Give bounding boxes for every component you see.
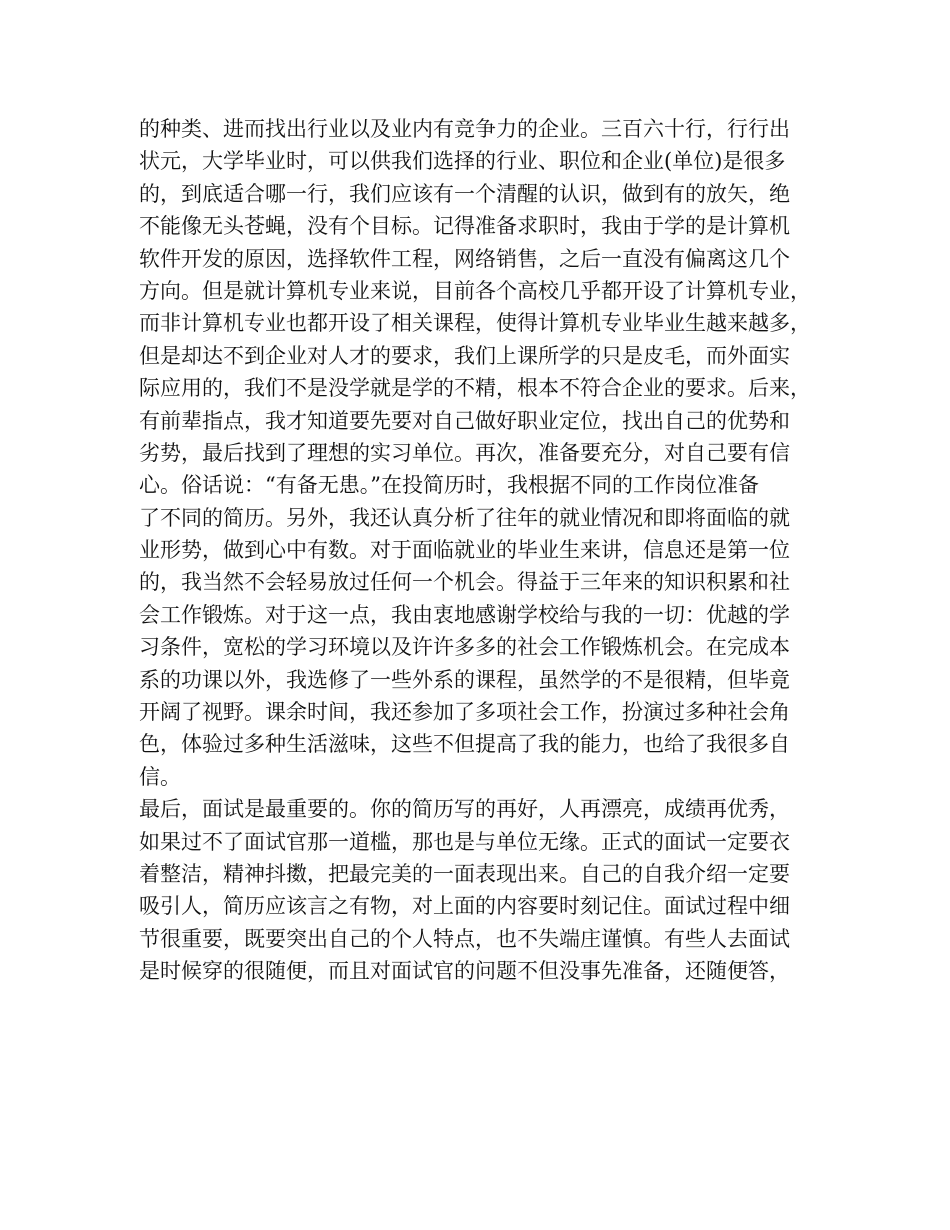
text-line: 的种类、进而找出行业以及业内有竞争力的企业。三百六十行，行行出: [139, 117, 790, 141]
text-line: 有前辈指点，我才知道要先要对自己做好职业定位，找出自己的优势和: [139, 408, 790, 433]
text-line: 习条件，宽松的学习环境以及许许多多的社会工作锻炼机会。在完成本: [139, 635, 790, 660]
text-line: 不能像无头苍蝇，没有个目标。记得准备求职时，我由于学的是计算机: [139, 214, 790, 239]
text-line: 而非计算机专业也都开设了相关课程，使得计算机专业毕业生越来越多，: [139, 311, 811, 336]
text-line: 是时候穿的很随便，而且对面试官的问题不但没事先准备，还随便答，: [139, 959, 790, 984]
body-text: [139, 113, 839, 988]
text-line: 际应用的，我们不是没学就是学的不精，根本不符合企业的要求。后来，: [139, 376, 811, 401]
text-line: 信。: [139, 764, 181, 789]
text-line: 业形势，做到心中有数。对于面临就业的毕业生来讲，信息还是第一位: [139, 538, 790, 563]
text-line: 状元，大学毕业时，可以供我们选择的行业、职位和企业(单位)是很多: [139, 149, 786, 174]
text-line: 着整洁，精神抖擞，把最完美的一面表现出来。自己的自我介绍一定要: [139, 861, 790, 886]
text-line: 色，体验过多种生活滋味，这些不但提高了我的能力，也给了我很多自: [139, 732, 790, 757]
text-line: 最后，面试是最重要的。你的简历写的再好，人再漂亮，成绩再优秀，: [139, 797, 790, 822]
text-line: 会工作锻炼。对于这一点，我由衷地感谢学校给与我的一切：优越的学: [139, 602, 790, 627]
text-line: 的，我当然不会轻易放过任何一个机会。得益于三年来的知识积累和社: [139, 570, 790, 595]
text-line: 的，到底适合哪一行，我们应该有一个清醒的认识，做到有的放矢，绝: [139, 181, 790, 206]
text-line: 如果过不了面试官那一道槛，那也是与单位无缘。正式的面试一定要衣: [139, 829, 790, 854]
text-line: 系的功课以外，我选修了一些外系的课程，虽然学的不是很精，但毕竟: [139, 667, 790, 692]
text-line: 软件开发的原因，选择软件工程，网络销售，之后一直没有偏离这几个: [139, 246, 790, 271]
text-line: 吸引人，简历应该言之有物，对上面的内容要时刻记住。面试过程中细: [139, 894, 790, 919]
text-line: 劣势，最后找到了理想的实习单位。再次，准备要充分，对自己要有信: [139, 440, 790, 465]
text-line: 但是却达不到企业对人才的要求，我们上课所学的只是皮毛，而外面实: [139, 343, 790, 368]
text-line: 开阔了视野。课余时间，我还参加了多项社会工作，扮演过多种社会角: [139, 700, 790, 725]
text-line: 心。俗话说：“有备无患。”在投简历时，我根据不同的工作岗位准备: [139, 473, 759, 498]
text-line: 节很重要，既要突出自己的个人特点，也不失端庄谨慎。有些人去面试: [139, 926, 790, 951]
text-line: 了不同的简历。另外，我还认真分析了往年的就业情况和即将面临的就: [139, 505, 790, 530]
text-line: 方向。但是就计算机专业来说，目前各个高校几乎都开设了计算机专业，: [139, 278, 811, 303]
